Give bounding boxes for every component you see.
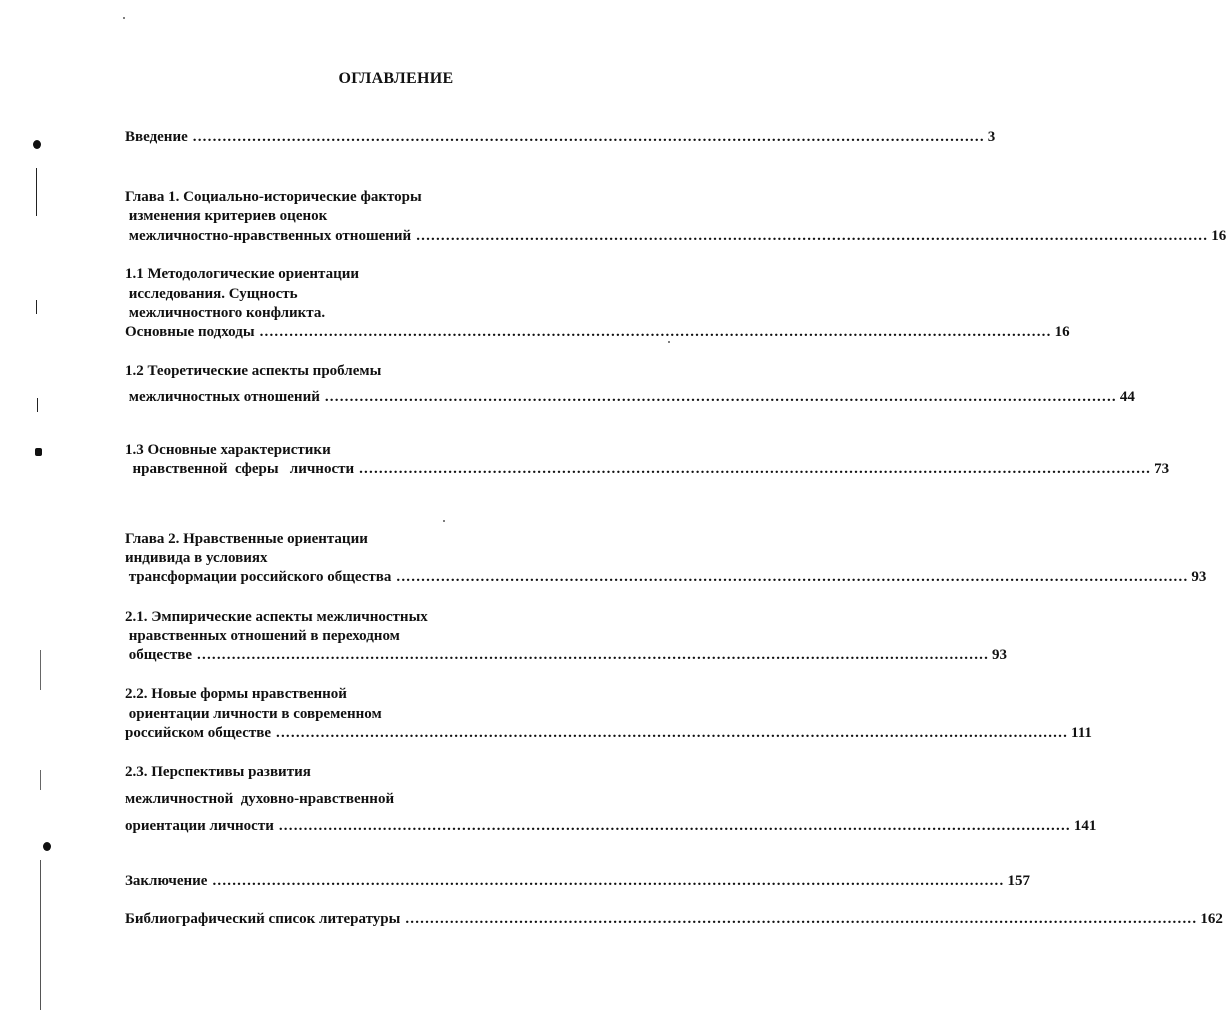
leader-dots: ................................................................................................................................................................ [324,389,1117,405]
scan-mark-line [36,300,37,314]
toc-entry-2-2-line-1: 2.2. Новые формы нравственной [125,686,347,702]
toc-entry-2-2-line-3 [125,724,1092,742]
leader-dots: ................................................................................................................................................................ [276,725,1069,741]
toc-entry-conclusion [125,872,1030,890]
toc-entry-1-1-line-2: исследования. Сущность [125,286,298,302]
leader-dots: ................................................................................................................................................................ [416,228,1209,244]
toc-entry-1-3-line-2 [125,460,1170,478]
toc-entry-intro [125,128,996,146]
scan-mark-dot [33,140,41,149]
entry-text: межличностно-нравственных отношений [125,228,412,244]
toc-entry-2-2-line-2: ориентации личности в современном [125,706,382,722]
page-number: 44 [1119,389,1135,405]
toc-entry-chapter-1-line-2: изменения критериев оценок [125,208,328,224]
toc-entry-2-3-line-1: 2.3. Перспективы развития [125,764,311,780]
page-number: 16 [1211,228,1226,244]
scan-mark-line [40,770,41,790]
page-title: ОГЛАВЛЕНИЕ [338,70,454,87]
scan-mark-dot [43,842,51,851]
scan-mark-line [37,398,38,412]
scan-mark-line [40,650,41,690]
toc-entry-2-1-line-2: нравственных отношений в переходном [125,628,400,644]
page-number: 93 [992,647,1008,663]
page-number: 111 [1071,725,1092,741]
toc-entry-2-3-line-3 [125,817,1097,835]
toc-entry-1-2-line-2 [125,388,1135,406]
toc-entry-chapter-1-line-3 [125,227,1226,245]
toc-entry-chapter-2-line-1: Глава 2. Нравственные ориентации [125,531,368,547]
scan-speck [668,341,670,343]
page-number: 93 [1191,569,1207,585]
toc-entry-2-3-line-2: межличностной духовно-нравственной [125,791,395,807]
leader-dots: ................................................................................................................................................................ [359,461,1152,477]
toc-entry-1-3-line-1: 1.3 Основные характеристики [125,442,331,458]
toc-entry-1-2-line-1: 1.2 Теоретические аспекты проблемы [125,363,382,379]
toc-entry-bibliography [125,910,1223,928]
leader-dots: ................................................................................................................................................................ [259,324,1052,340]
page-number: 3 [987,129,996,145]
toc-entry-chapter-1-line-1: Глава 1. Социально-исторические факторы [125,189,422,205]
leader-dots: ................................................................................................................................................................ [192,129,985,145]
toc-entry-chapter-2-line-3 [125,568,1207,586]
entry-text: российском обществе [125,725,272,741]
entry-text: обществе [125,647,193,663]
page-number: 73 [1154,461,1170,477]
entry-text: Введение [125,129,188,145]
scan-mark-line [36,168,37,216]
leader-dots: ................................................................................................................................................................ [197,647,990,663]
toc-entry-1-1-line-1: 1.1 Методологические ориентации [125,266,360,282]
entry-text: трансформации российского общества [125,569,392,585]
page-number: 16 [1054,324,1070,340]
scan-mark-dot [35,448,42,456]
toc-entry-1-1-line-4 [125,323,1070,341]
scan-mark-line [40,860,41,1010]
leader-dots: ................................................................................................................................................................ [405,911,1198,927]
leader-dots: ................................................................................................................................................................ [212,873,1005,889]
leader-dots: ................................................................................................................................................................ [278,818,1071,834]
toc-entry-2-1-line-3 [125,646,1008,664]
entry-text: Библиографический список литературы [125,911,401,927]
entry-text: Заключение [125,873,208,889]
scan-speck [443,520,445,522]
toc-entry-2-1-line-1: 2.1. Эмпирические аспекты межличностных [125,609,428,625]
toc-entry-chapter-2-line-2: индивида в условиях [125,550,268,566]
toc-entry-1-1-line-3: межличностного конфликта. [125,305,326,321]
page-number: 141 [1073,818,1097,834]
page-number: 157 [1007,873,1030,889]
leader-dots: ................................................................................................................................................................ [396,569,1189,585]
entry-text: нравственной сферы личности [125,461,355,477]
entry-text: межличностных отношений [125,389,320,405]
entry-text: ориентации личности [125,818,274,834]
page-number: 162 [1200,911,1223,927]
scan-speck [123,17,125,19]
entry-text: Основные подходы [125,324,255,340]
